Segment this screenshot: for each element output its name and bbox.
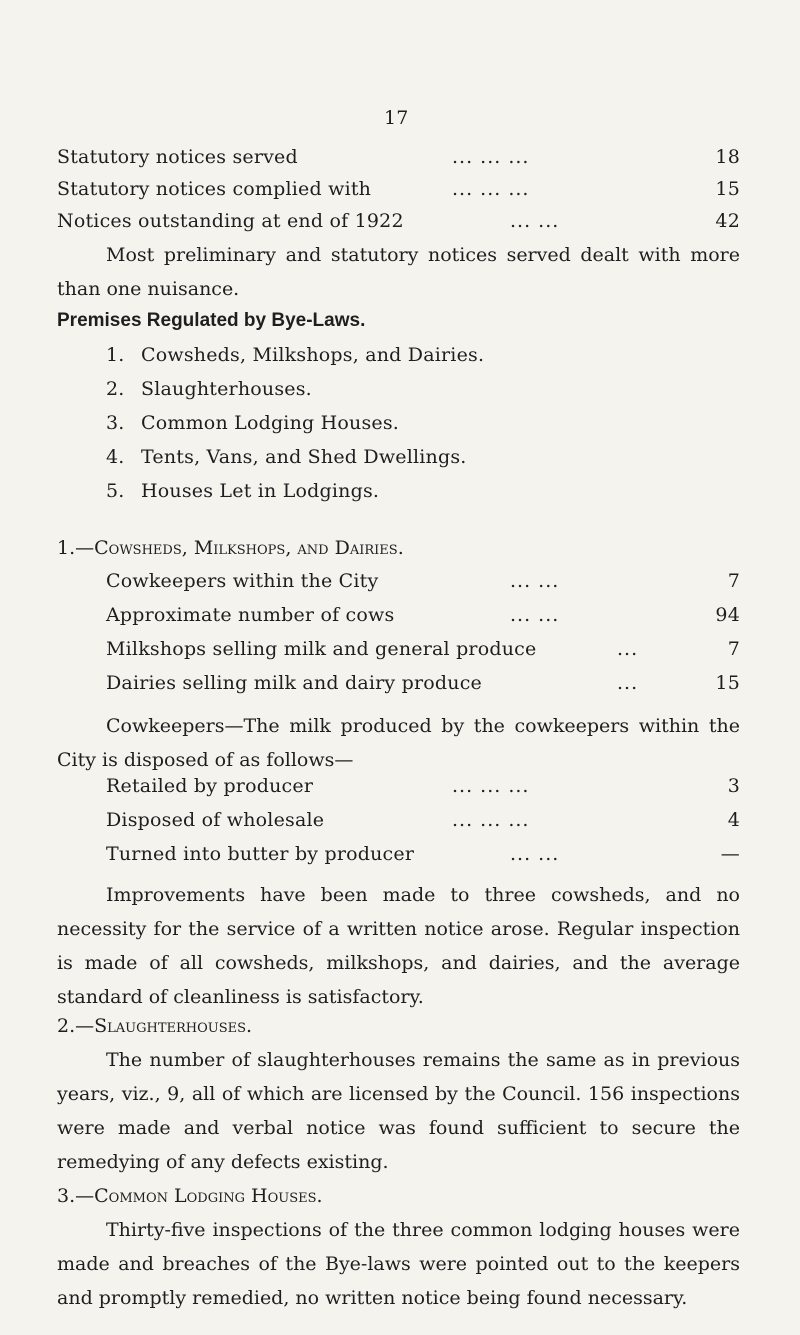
leader-dots: ... ... ... [452, 178, 530, 200]
table-row-label: Retailed by producer [106, 775, 314, 797]
leader-dots: ... ... [510, 604, 560, 626]
leader-dots: ... ... [510, 570, 560, 592]
table-row-label: Dairies selling milk and dairy produce [106, 672, 482, 694]
list-item-number: 4. [106, 446, 125, 468]
notices-row-value: 42 [715, 210, 740, 232]
table-row-label: Turned into butter by producer [106, 843, 415, 865]
notices-note-text: Most preliminary and statutory notices served dealt with more than one nuisance. [57, 244, 740, 300]
common-lodging-paragraph [57, 1213, 740, 1315]
list-item: Tents, Vans, and Shed Dwellings. [141, 446, 467, 468]
table-row-value: 94 [715, 604, 740, 626]
table-row-value: 15 [715, 672, 740, 694]
notices-note-paragraph [57, 238, 740, 306]
leader-dots: ... ... [510, 843, 560, 865]
table-row-label: Cowkeepers within the City [106, 570, 379, 592]
notices-row-label: Statutory notices served [57, 146, 298, 168]
list-item: Common Lodging Houses. [141, 412, 400, 434]
leader-dots: ... ... ... [452, 809, 530, 831]
section-heading-cowsheds: 1.—Cowsheds, Milkshops, and Dairies. [57, 537, 404, 559]
leader-dots: ... ... [510, 210, 560, 232]
table-row-value: 3 [727, 775, 740, 797]
leader-dots: ... ... ... [452, 146, 530, 168]
cowkeepers-intro-paragraph [57, 709, 740, 777]
table-row-label: Approximate number of cows [106, 604, 395, 626]
table-row-value: 4 [727, 809, 740, 831]
list-item-number: 2. [106, 378, 125, 400]
leader-dots: ... ... ... [452, 775, 530, 797]
notices-row-label: Notices outstanding at end of 1922 [57, 210, 404, 232]
table-row-label: Milkshops selling milk and general produce [106, 638, 537, 660]
table-row-label: Disposed of wholesale [106, 809, 325, 831]
notices-row-label: Statutory notices complied with [57, 178, 372, 200]
table-row-value: — [720, 843, 740, 865]
cowkeepers-intro-text: Cowkeepers—The milk produced by the cowkeepers within the City is disposed of as follows— [57, 715, 740, 771]
improvements-text: Improvements have been made to three cowsheds, and no necessity for the service of a written notice arose. Regular inspection is made of all cowsheds, milkshops, and dairies, and the average standard of cleanliness is satisfactory. [57, 884, 740, 1008]
page-number: 17 [384, 107, 409, 129]
improvements-paragraph [57, 878, 740, 1014]
list-item-number: 3. [106, 412, 125, 434]
notices-row-value: 18 [715, 146, 740, 168]
notices-row-value: 15 [715, 178, 740, 200]
section-heading-slaughterhouses: 2.—Slaughterhouses. [57, 1015, 253, 1037]
list-item: Slaughterhouses. [141, 378, 312, 400]
leader-dots: ... [617, 672, 639, 694]
table-row-value: 7 [727, 570, 740, 592]
slaughterhouses-text: The number of slaughterhouses remains the same as in previous years, viz., 9, all of which are licensed by the Council. 156 inspections were made and verbal notice was found sufficient to secure the remedying of any defects existing. [57, 1049, 740, 1173]
slaughterhouses-paragraph [57, 1043, 740, 1179]
premises-heading: Premises Regulated by Bye-Laws. [57, 310, 366, 331]
table-row-value: 7 [727, 638, 740, 660]
list-item: Cowsheds, Milkshops, and Dairies. [141, 344, 485, 366]
list-item-number: 1. [106, 344, 125, 366]
leader-dots: ... [617, 638, 639, 660]
section-heading-common-lodging-houses: 3.—Common Lodging Houses. [57, 1185, 323, 1207]
list-item-number: 5. [106, 480, 125, 502]
common-lodging-text: Thirty-five inspections of the three common lodging houses were made and breaches of the Bye-laws were pointed out to the keepers and promptly remedied, no written notice being found necessary. [57, 1219, 740, 1309]
list-item: Houses Let in Lodgings. [141, 480, 380, 502]
